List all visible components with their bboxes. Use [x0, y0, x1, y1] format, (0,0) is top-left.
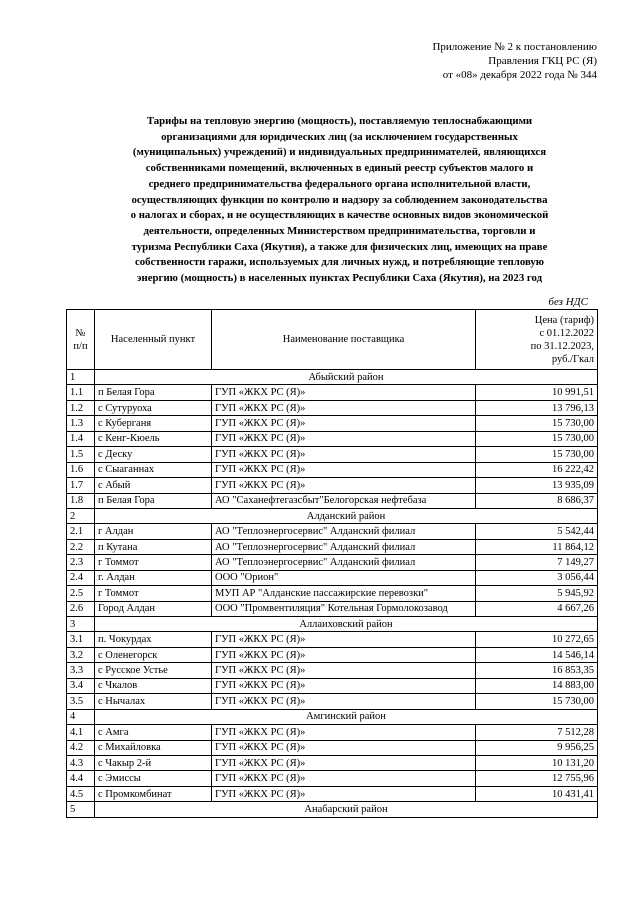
table-row — [67, 447, 598, 462]
header-number — [67, 310, 95, 370]
row-number: 1.2 — [67, 400, 95, 415]
price-cell: 13 796,13 — [476, 400, 598, 415]
price-cell: 16 853,35 — [476, 663, 598, 678]
table-row — [67, 632, 598, 647]
header-number-line1: № — [75, 327, 86, 339]
district-name: Анабарский район — [95, 802, 598, 817]
district-number: 5 — [67, 802, 95, 817]
vat-note: без НДС — [548, 296, 588, 308]
title-line: собственниками помещений, включенных в единый реестр субъектов малого и — [145, 162, 534, 175]
supplier-cell: ГУП «ЖКХ РС (Я)» — [212, 771, 476, 786]
row-number: 3.4 — [67, 678, 95, 693]
supplier-cell: ГУП «ЖКХ РС (Я)» — [212, 478, 476, 493]
district-name: Абыйский район — [95, 370, 598, 385]
header-price-line3: по 31.12.2023, — [530, 340, 594, 352]
row-number: 1.5 — [67, 447, 95, 462]
title-line: деятельности, определенных Министерством предпринимательства, торговли и — [143, 224, 536, 237]
locality-cell: с Промкомбинат — [95, 786, 212, 801]
price-cell: 3 056,44 — [476, 570, 598, 585]
price-cell: 10 272,65 — [476, 632, 598, 647]
title-line: осуществляющих функции по контролю и надзору за соблюдением законодательства — [131, 193, 548, 206]
district-number: 2 — [67, 508, 95, 523]
table-row — [67, 663, 598, 678]
locality-cell: с Михайловка — [95, 740, 212, 755]
locality-cell: с Эмиссы — [95, 771, 212, 786]
supplier-cell: МУП АР "Алданские пассажирские перевозки" — [212, 586, 476, 601]
supplier-cell: АО "Теплоэнергосервис" Алданский филиал — [212, 524, 476, 539]
supplier-cell: АО "Теплоэнергосервис" Алданский филиал — [212, 539, 476, 554]
row-number: 4.4 — [67, 771, 95, 786]
supplier-cell: ГУП «ЖКХ РС (Я)» — [212, 755, 476, 770]
supplier-cell: ГУП «ЖКХ РС (Я)» — [212, 462, 476, 477]
district-row — [67, 370, 598, 385]
locality-cell: г Томмот — [95, 555, 212, 570]
price-cell: 13 935,09 — [476, 478, 598, 493]
table-row — [67, 601, 598, 616]
district-name: Амгинский район — [95, 709, 598, 724]
row-number: 2.4 — [67, 570, 95, 585]
locality-cell: п Белая Гора — [95, 493, 212, 508]
locality-cell: г. Алдан — [95, 570, 212, 585]
locality-cell: п Кутана — [95, 539, 212, 554]
row-number: 2.3 — [67, 555, 95, 570]
price-cell: 8 686,37 — [476, 493, 598, 508]
document-title — [86, 114, 593, 287]
appendix-line-3: от «08» декабря 2022 года № 344 — [442, 69, 597, 81]
table-row — [67, 755, 598, 770]
tariffs-table — [66, 309, 598, 818]
table-row — [67, 431, 598, 446]
price-cell: 7 512,28 — [476, 725, 598, 740]
row-number: 1.8 — [67, 493, 95, 508]
table-row — [67, 678, 598, 693]
title-line: организациями для юридических лиц (за исключением государственных — [161, 130, 518, 143]
row-number: 1.3 — [67, 416, 95, 431]
locality-cell: с Сутуруоха — [95, 400, 212, 415]
row-number: 4.1 — [67, 725, 95, 740]
district-name: Аллаиховский район — [95, 617, 598, 632]
title-line: о налогах и сборах, и не осуществляющих в качестве основных видов экономической — [130, 209, 549, 222]
district-row — [67, 508, 598, 523]
locality-cell: с Чкалов — [95, 678, 212, 693]
row-number: 2.1 — [67, 524, 95, 539]
price-cell: 9 956,25 — [476, 740, 598, 755]
title-line: собственности гаражи, используемых для личных нужд, и потребляющие тепловую — [134, 256, 545, 269]
supplier-cell: ГУП «ЖКХ РС (Я)» — [212, 632, 476, 647]
supplier-cell: ГУП «ЖКХ РС (Я)» — [212, 786, 476, 801]
title-line: среднего предпринимательства федерального органа исполнительной власти, — [148, 177, 531, 190]
header-price-line1: Цена (тариф) — [534, 314, 594, 326]
price-cell: 12 755,96 — [476, 771, 598, 786]
row-number: 3.3 — [67, 663, 95, 678]
header-locality: Населенный пункт — [95, 310, 212, 370]
row-number: 3.5 — [67, 694, 95, 709]
district-number: 4 — [67, 709, 95, 724]
price-cell: 16 222,42 — [476, 462, 598, 477]
table-row — [67, 385, 598, 400]
locality-cell: п Белая Гора — [95, 385, 212, 400]
price-cell: 14 883,00 — [476, 678, 598, 693]
table-row — [67, 462, 598, 477]
price-cell: 10 991,51 — [476, 385, 598, 400]
supplier-cell: ГУП «ЖКХ РС (Я)» — [212, 740, 476, 755]
table-row — [67, 786, 598, 801]
table-row — [67, 694, 598, 709]
locality-cell: с Нычалах — [95, 694, 212, 709]
header-supplier: Наименование поставщика — [212, 310, 476, 370]
header-price-line4: руб./Гкал — [551, 353, 594, 365]
row-number: 4.2 — [67, 740, 95, 755]
locality-cell: Город Алдан — [95, 601, 212, 616]
title-line: (муниципальных) учреждений) и индивидуальных предпринимателей, являющихся — [132, 146, 547, 159]
district-row — [67, 802, 598, 817]
table-row — [67, 555, 598, 570]
supplier-cell: ГУП «ЖКХ РС (Я)» — [212, 385, 476, 400]
table-row — [67, 524, 598, 539]
table-row — [67, 725, 598, 740]
price-cell: 15 730,00 — [476, 431, 598, 446]
price-cell: 4 667,26 — [476, 601, 598, 616]
title-line: энергию (мощность) в населенных пунктах Республики Саха (Якутия), на 2023 год — [136, 272, 543, 285]
supplier-cell: ГУП «ЖКХ РС (Я)» — [212, 663, 476, 678]
price-cell: 15 730,00 — [476, 447, 598, 462]
supplier-cell: ГУП «ЖКХ РС (Я)» — [212, 725, 476, 740]
supplier-cell: АО "Саханефтегазсбыт"Белогорская нефтебаза — [212, 493, 476, 508]
locality-cell: с Кенг-Кюель — [95, 431, 212, 446]
locality-cell: п. Чокурдах — [95, 632, 212, 647]
price-cell: 5 542,44 — [476, 524, 598, 539]
row-number: 2.5 — [67, 586, 95, 601]
locality-cell: с Чакыр 2-й — [95, 755, 212, 770]
supplier-cell: ГУП «ЖКХ РС (Я)» — [212, 447, 476, 462]
locality-cell: с Куберганя — [95, 416, 212, 431]
title-line: Тарифы на тепловую энергию (мощность), поставляемую теплоснабжающими — [146, 115, 533, 127]
price-cell: 7 149,27 — [476, 555, 598, 570]
row-number: 3.2 — [67, 647, 95, 662]
table-row — [67, 416, 598, 431]
table-row — [67, 539, 598, 554]
table-row — [67, 647, 598, 662]
row-number: 1.7 — [67, 478, 95, 493]
title-line: туризма Республики Саха (Якутия), а также для физических лиц, имеющих на праве — [131, 240, 548, 253]
table-row — [67, 740, 598, 755]
row-number: 1.1 — [67, 385, 95, 400]
supplier-cell: ГУП «ЖКХ РС (Я)» — [212, 416, 476, 431]
price-cell: 11 864,12 — [476, 539, 598, 554]
locality-cell: с Амга — [95, 725, 212, 740]
locality-cell: с Сыаганнах — [95, 462, 212, 477]
supplier-cell: АО "Теплоэнергосервис" Алданский филиал — [212, 555, 476, 570]
row-number: 3.1 — [67, 632, 95, 647]
district-row — [67, 617, 598, 632]
supplier-cell: ГУП «ЖКХ РС (Я)» — [212, 400, 476, 415]
locality-cell: г Томмот — [95, 586, 212, 601]
appendix-line-2: Правления ГКЦ РС (Я) — [488, 55, 597, 67]
row-number: 4.3 — [67, 755, 95, 770]
header-number-line2: п/п — [73, 340, 88, 352]
price-cell: 14 546,14 — [476, 647, 598, 662]
supplier-cell: ООО "Промвентиляция" Котельная Гормолокозавод — [212, 601, 476, 616]
table-row — [67, 493, 598, 508]
district-number: 3 — [67, 617, 95, 632]
row-number: 2.2 — [67, 539, 95, 554]
appendix-reference — [337, 40, 597, 82]
district-row — [67, 709, 598, 724]
locality-cell: с Абый — [95, 478, 212, 493]
supplier-cell: ГУП «ЖКХ РС (Я)» — [212, 678, 476, 693]
district-name: Алданский район — [95, 508, 598, 523]
table-row — [67, 771, 598, 786]
supplier-cell: ГУП «ЖКХ РС (Я)» — [212, 431, 476, 446]
row-number: 2.6 — [67, 601, 95, 616]
district-number: 1 — [67, 370, 95, 385]
supplier-cell: ГУП «ЖКХ РС (Я)» — [212, 694, 476, 709]
price-cell: 15 730,00 — [476, 416, 598, 431]
price-cell: 10 431,41 — [476, 786, 598, 801]
supplier-cell: ООО "Орион" — [212, 570, 476, 585]
table-header — [67, 310, 598, 370]
table-row — [67, 570, 598, 585]
price-cell: 10 131,20 — [476, 755, 598, 770]
price-cell: 15 730,00 — [476, 694, 598, 709]
table-row — [67, 586, 598, 601]
locality-cell: с Оленегорск — [95, 647, 212, 662]
locality-cell: с Русское Устье — [95, 663, 212, 678]
price-cell: 5 945,92 — [476, 586, 598, 601]
table-row — [67, 478, 598, 493]
locality-cell: с Деску — [95, 447, 212, 462]
table-row — [67, 400, 598, 415]
row-number: 1.6 — [67, 462, 95, 477]
header-price-line2: с 01.12.2022 — [539, 327, 594, 339]
row-number: 4.5 — [67, 786, 95, 801]
table-body — [67, 370, 598, 818]
appendix-line-1: Приложение № 2 к постановлению — [432, 41, 597, 53]
row-number: 1.4 — [67, 431, 95, 446]
header-price — [476, 310, 598, 370]
supplier-cell: ГУП «ЖКХ РС (Я)» — [212, 647, 476, 662]
locality-cell: г Алдан — [95, 524, 212, 539]
